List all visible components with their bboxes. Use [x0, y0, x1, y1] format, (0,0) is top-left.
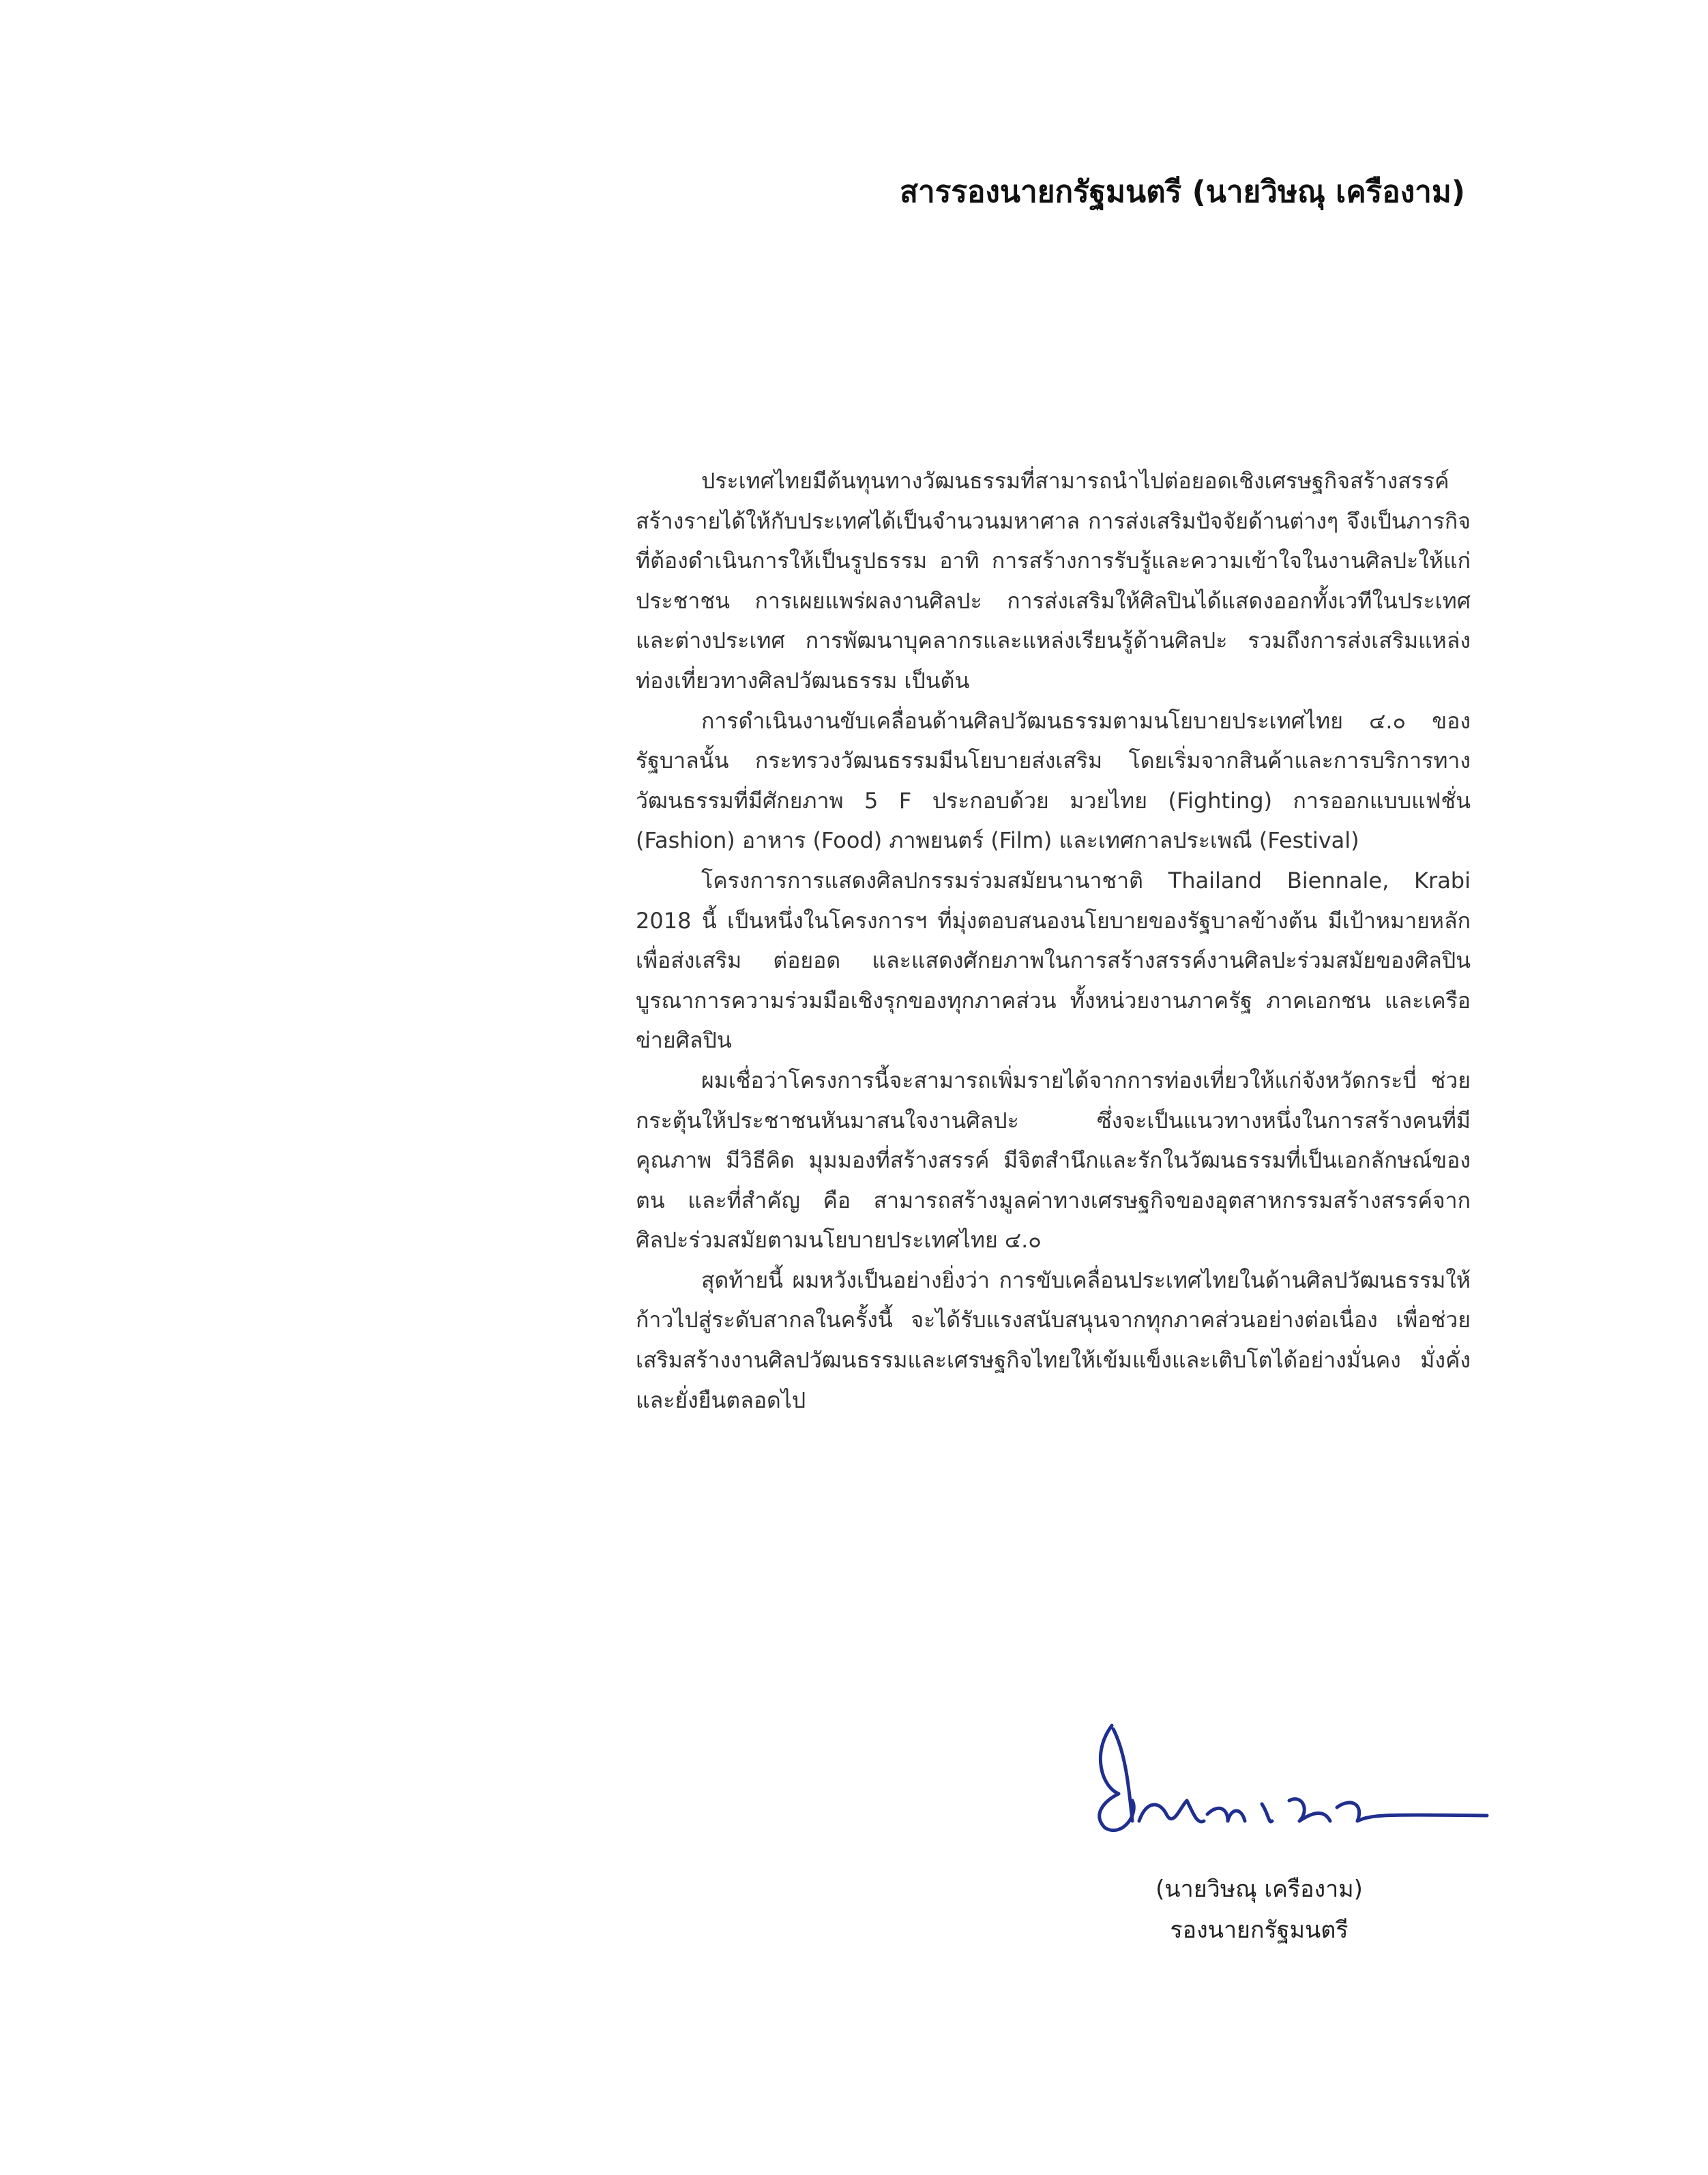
message-body: [636, 461, 1471, 1420]
signer-position: รองนายกรัฐมนตรี: [1170, 1917, 1349, 1944]
paragraph-5: สุดท้ายนี้ ผมหวังเป็นอย่างยิ่งว่า การขับเคลื่อนประเทศไทยในด้านศิลปวัฒนธรรมให้ก้าวไปสู่ระดับสากลในครั้งนี้ จะได้รับแรงสนับสนุนจากทุกภาคส่วนอย่างต่อเนื่อง เพื่อช่วยเสริมสร้างงานศิลปวัฒนธรรมและเศรษฐกิจไทยให้เข้มแข็งและเติบโตได้อย่างมั่นคง มั่งคั่ง และยั่งยืนตลอดไป: [636, 1267, 1471, 1413]
signer-name: (นายวิษณุ เครืองาม): [1155, 1876, 1363, 1903]
paragraph-3: โครงการการแสดงศิลปกรรมร่วมสมัยนานาชาติ Thailand Biennale, Krabi 2018 นี้ เป็นหนึ่งในโครงการฯ ที่มุ่งตอบสนองนโยบายของรัฐบาลข้างต้น มีเป้าหมายหลักเพื่อส่งเสริม ต่อยอด และแสดงศักยภาพในการสร้างสรรค์งานศิลปะร่วมสมัยของศิลปิน บูรณาการความร่วมมือเชิงรุกของทุกภาคส่วน ทั้งหน่วยงานภาครัฐ ภาคเอกชน และเครือข่ายศิลปิน: [636, 867, 1471, 1054]
paragraph-1: ประเทศไทยมีต้นทุนทางวัฒนธรรมที่สามารถนำไปต่อยอดเชิงเศรษฐกิจสร้างสรรค์ สร้างรายได้ให้กับประเทศได้เป็นจำนวนมหาศาล การส่งเสริมปัจจัยด้านต่างๆ จึงเป็นภารกิจที่ต้องดำเนินการให้เป็นรูปธรรม อาทิ การสร้างการรับรู้และความเข้าใจในงานศิลปะให้แก่ประชาชน การเผยแพร่ผลงานศิลปะ การส่งเสริมให้ศิลปินได้แสดงออกทั้งเวทีในประเทศและต่างประเทศ การพัฒนาบุคลากรและแหล่งเรียนรู้ด้านศิลปะ รวมถึงการส่งเสริมแหล่งท่องเที่ยวทางศิลปวัฒนธรรม เป็นต้น: [636, 468, 1471, 694]
document-title: สารรองนายกรัฐมนตรี (นายวิษณุ เครืองาม): [900, 175, 1465, 209]
handwritten-signature: [1064, 1712, 1501, 1848]
paragraph-2: การดำเนินงานขับเคลื่อนด้านศิลปวัฒนธรรมตามนโยบายประเทศไทย ๔.๐ ของรัฐบาลนั้น กระทรวงวัฒนธรรมมีนโยบายส่งเสริม โดยเริ่มจากสินค้าและการบริการทางวัฒนธรรมที่มีศักยภาพ 5 F ประกอบด้วย มวยไทย (Fighting) การออกแบบแฟชั่น (Fashion) อาหาร (Food) ภาพยนตร์ (Film) และเทศกาลประเพณี (Festival): [636, 707, 1471, 854]
paragraph-4: ผมเชื่อว่าโครงการนี้จะสามารถเพิ่มรายได้จากการท่องเที่ยวให้แก่จังหวัดกระบี่ ช่วยกระตุ้นให้ประชาชนหันมาสนใจงานศิลปะ ซึ่งจะเป็นแนวทางหนึ่งในการสร้างคนที่มีคุณภาพ มีวิธีคิด มุมมองที่สร้างสรรค์ มีจิตสำนึกและรักในวัฒนธรรมที่เป็นเอกลักษณ์ของตน และที่สำคัญ คือ สามารถสร้างมูลค่าทางเศรษฐกิจของอุตสาหกรรมสร้างสรรค์จากศิลปะร่วมสมัยตามนโยบายประเทศไทย ๔.๐: [636, 1067, 1471, 1254]
signature-block: [1116, 1869, 1402, 1951]
